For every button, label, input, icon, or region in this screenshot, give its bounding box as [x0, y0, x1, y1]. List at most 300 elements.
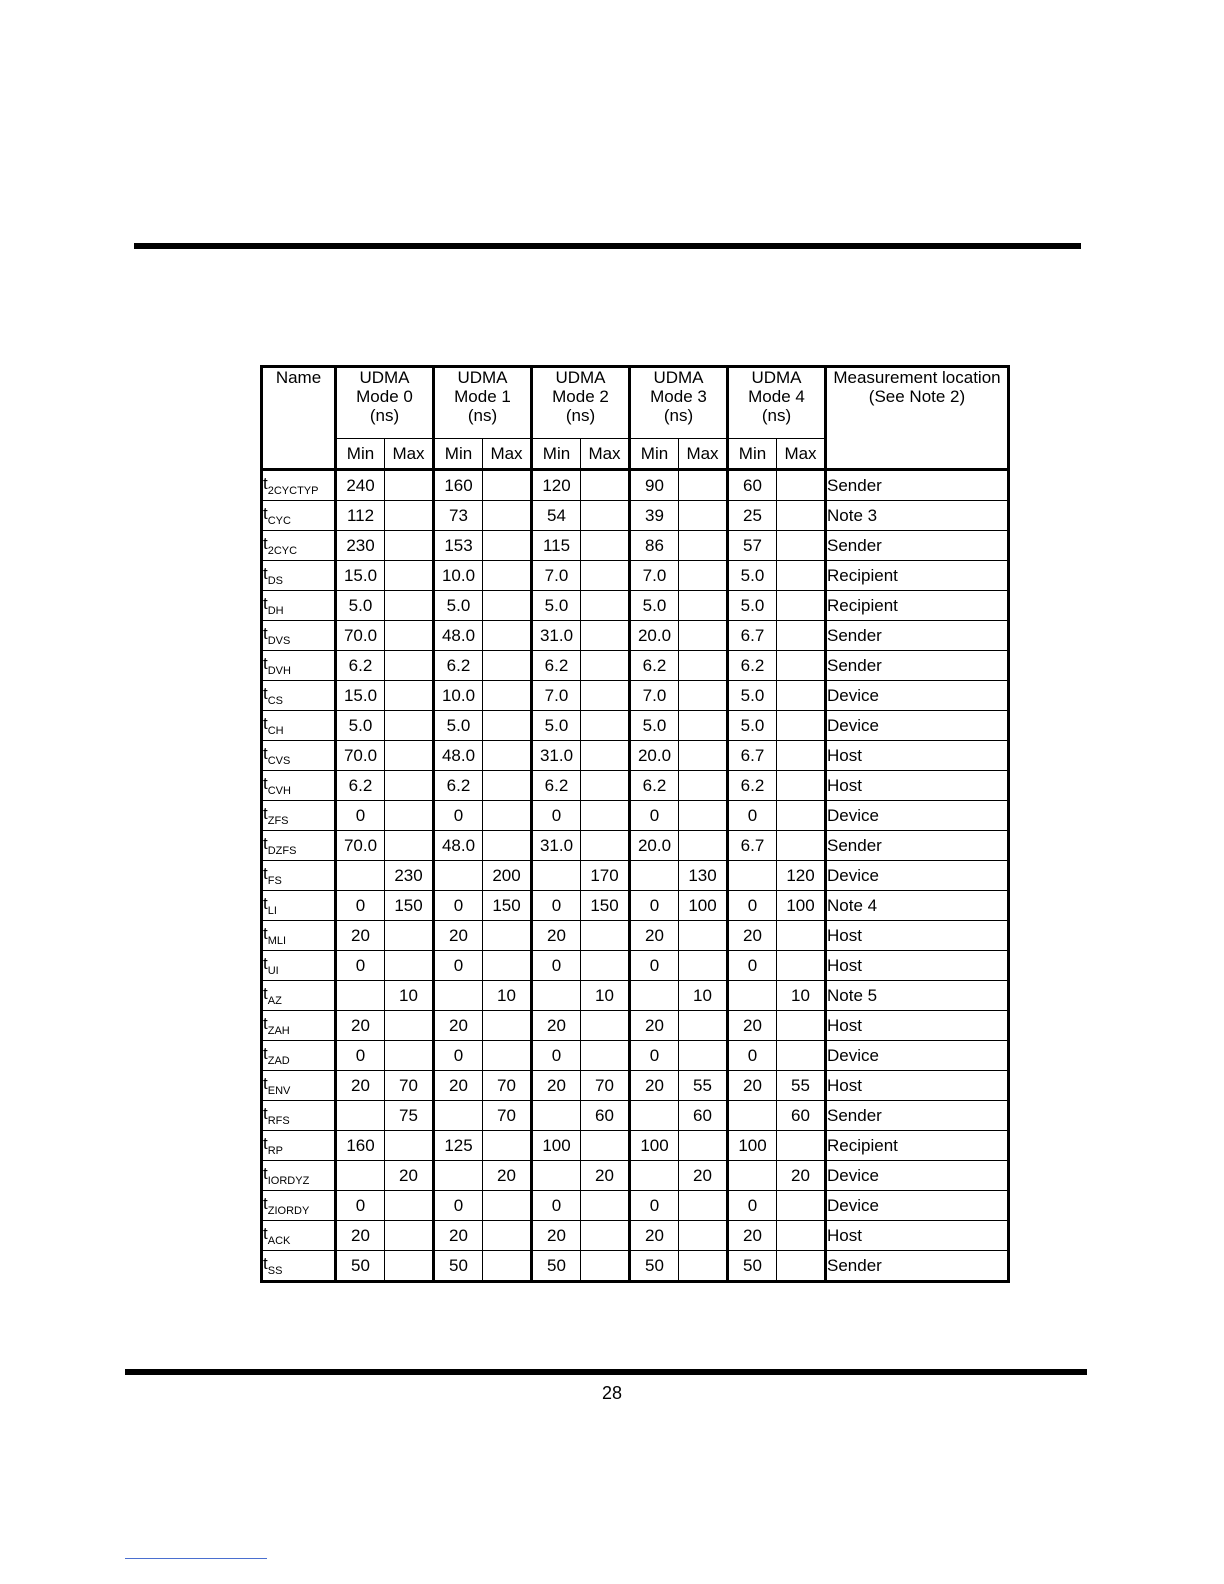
- max-value-mode-3: [679, 1131, 728, 1161]
- max-value-mode-1: [483, 1191, 532, 1221]
- max-value-mode-1: [483, 1251, 532, 1282]
- max-value-mode-2: [581, 621, 630, 651]
- max-value-mode-2: [581, 801, 630, 831]
- parameter-name: [262, 1101, 336, 1131]
- max-value-mode-1: [483, 711, 532, 741]
- max-value-mode-1: [483, 801, 532, 831]
- parameter-subscript: CVH: [267, 785, 291, 797]
- table-row: [262, 1131, 1009, 1161]
- parameter-symbol: t: [263, 474, 268, 493]
- max-value-mode-2: [581, 1131, 630, 1161]
- max-value-mode-2: [581, 1251, 630, 1282]
- parameter-subscript: ZIORDY: [267, 1205, 310, 1217]
- max-value-mode-2: 10: [581, 981, 630, 1011]
- min-value-mode-3: 20: [630, 921, 679, 951]
- measurement-location: Device: [826, 801, 1009, 831]
- parameter-symbol: t: [263, 1224, 268, 1243]
- mode-3-header: UDMA Mode 3 (ns): [630, 367, 728, 439]
- max-value-mode-0: [385, 501, 434, 531]
- min-value-mode-2: [532, 861, 581, 891]
- min-value-mode-4: 25: [728, 501, 777, 531]
- min-value-mode-1: 73: [434, 501, 483, 531]
- max-header: Max: [581, 439, 630, 470]
- min-value-mode-4: 6.2: [728, 771, 777, 801]
- max-value-mode-2: [581, 921, 630, 951]
- parameter-subscript: SS: [267, 1265, 283, 1277]
- max-value-mode-3: [679, 621, 728, 651]
- min-value-mode-0: [336, 861, 385, 891]
- min-value-mode-0: [336, 981, 385, 1011]
- min-value-mode-3: 100: [630, 1131, 679, 1161]
- measurement-location: Host: [826, 1071, 1009, 1101]
- parameter-name: [262, 1191, 336, 1221]
- max-value-mode-3: [679, 561, 728, 591]
- parameter-subscript: 2CYC: [267, 545, 298, 557]
- parameter-subscript: CYC: [267, 515, 291, 527]
- min-header: Min: [434, 439, 483, 470]
- max-value-mode-2: [581, 1011, 630, 1041]
- min-value-mode-4: [728, 1101, 777, 1131]
- min-value-mode-3: 6.2: [630, 651, 679, 681]
- measurement-location: Sender: [826, 531, 1009, 561]
- max-value-mode-0: [385, 711, 434, 741]
- parameter-symbol: t: [263, 1254, 268, 1273]
- min-value-mode-1: 0: [434, 891, 483, 921]
- min-value-mode-2: 0: [532, 951, 581, 981]
- min-value-mode-3: 5.0: [630, 591, 679, 621]
- measurement-location: Host: [826, 741, 1009, 771]
- max-value-mode-1: [483, 501, 532, 531]
- parameter-name: [262, 1041, 336, 1071]
- max-value-mode-4: [777, 1131, 826, 1161]
- max-value-mode-3: [679, 681, 728, 711]
- parameter-subscript: ENV: [267, 1085, 291, 1097]
- parameter-symbol: t: [263, 954, 268, 973]
- min-value-mode-4: 57: [728, 531, 777, 561]
- max-value-mode-2: [581, 951, 630, 981]
- max-value-mode-1: [483, 531, 532, 561]
- min-value-mode-1: 20: [434, 1011, 483, 1041]
- table-row: [262, 711, 1009, 741]
- parameter-subscript: RP: [267, 1145, 284, 1157]
- max-value-mode-4: [777, 651, 826, 681]
- min-value-mode-3: 7.0: [630, 681, 679, 711]
- max-value-mode-4: [777, 711, 826, 741]
- parameter-subscript: LI: [267, 905, 277, 917]
- min-value-mode-4: 20: [728, 1221, 777, 1251]
- max-value-mode-4: 120: [777, 861, 826, 891]
- min-value-mode-3: 86: [630, 531, 679, 561]
- min-value-mode-4: [728, 861, 777, 891]
- parameter-subscript: DVH: [267, 665, 291, 677]
- max-value-mode-3: [679, 921, 728, 951]
- max-value-mode-0: [385, 1011, 434, 1041]
- parameter-name: [262, 1071, 336, 1101]
- min-value-mode-1: 0: [434, 951, 483, 981]
- max-value-mode-3: [679, 1251, 728, 1282]
- max-value-mode-3: [679, 651, 728, 681]
- table-row: [262, 861, 1009, 891]
- measurement-location: Device: [826, 711, 1009, 741]
- max-value-mode-1: [483, 1011, 532, 1041]
- min-value-mode-3: 20.0: [630, 621, 679, 651]
- max-header: Max: [483, 439, 532, 470]
- min-value-mode-0: 0: [336, 1041, 385, 1071]
- max-value-mode-0: [385, 1191, 434, 1221]
- max-value-mode-4: [777, 1011, 826, 1041]
- max-value-mode-0: [385, 1221, 434, 1251]
- min-value-mode-0: 5.0: [336, 711, 385, 741]
- min-header: Min: [630, 439, 679, 470]
- min-value-mode-2: [532, 1101, 581, 1131]
- min-value-mode-2: 0: [532, 1191, 581, 1221]
- min-value-mode-1: 20: [434, 1221, 483, 1251]
- parameter-symbol: t: [263, 564, 268, 583]
- parameter-subscript: DVS: [267, 635, 291, 647]
- min-value-mode-4: 0: [728, 801, 777, 831]
- parameter-symbol: t: [263, 1014, 268, 1033]
- min-value-mode-0: 50: [336, 1251, 385, 1282]
- min-value-mode-3: 7.0: [630, 561, 679, 591]
- max-value-mode-0: [385, 951, 434, 981]
- parameter-symbol: t: [263, 1074, 268, 1093]
- max-value-mode-4: 55: [777, 1071, 826, 1101]
- measurement-location: Recipient: [826, 1131, 1009, 1161]
- max-value-mode-3: [679, 951, 728, 981]
- min-value-mode-1: 0: [434, 1041, 483, 1071]
- min-value-mode-0: 20: [336, 921, 385, 951]
- parameter-name: [262, 591, 336, 621]
- min-value-mode-4: 5.0: [728, 681, 777, 711]
- table-row: [262, 1161, 1009, 1191]
- parameter-symbol: t: [263, 684, 268, 703]
- table-row: [262, 501, 1009, 531]
- min-value-mode-4: 6.7: [728, 741, 777, 771]
- max-value-mode-3: [679, 711, 728, 741]
- max-value-mode-2: [581, 501, 630, 531]
- parameter-symbol: t: [263, 654, 268, 673]
- measurement-location: Device: [826, 1161, 1009, 1191]
- header-rule: [134, 243, 1081, 249]
- table-row: [262, 921, 1009, 951]
- max-value-mode-0: [385, 741, 434, 771]
- parameter-symbol: t: [263, 1104, 268, 1123]
- table-row: [262, 591, 1009, 621]
- max-value-mode-3: 55: [679, 1071, 728, 1101]
- max-value-mode-0: [385, 561, 434, 591]
- max-value-mode-0: 10: [385, 981, 434, 1011]
- max-value-mode-4: [777, 1191, 826, 1221]
- min-value-mode-4: 5.0: [728, 711, 777, 741]
- parameter-subscript: FS: [267, 875, 282, 887]
- parameter-subscript: ACK: [267, 1235, 291, 1247]
- max-value-mode-1: [483, 1221, 532, 1251]
- max-value-mode-3: 100: [679, 891, 728, 921]
- min-value-mode-0: 0: [336, 891, 385, 921]
- udma-timing-table: [260, 365, 1010, 1283]
- parameter-symbol: t: [263, 624, 268, 643]
- min-value-mode-4: 100: [728, 1131, 777, 1161]
- min-value-mode-2: 20: [532, 1011, 581, 1041]
- min-value-mode-4: 20: [728, 1011, 777, 1041]
- table-row: [262, 651, 1009, 681]
- parameter-name: [262, 831, 336, 861]
- measurement-location: Note 5: [826, 981, 1009, 1011]
- max-value-mode-4: [777, 771, 826, 801]
- max-value-mode-3: [679, 771, 728, 801]
- parameter-subscript: AZ: [267, 995, 282, 1007]
- min-value-mode-0: 0: [336, 801, 385, 831]
- min-header: Min: [728, 439, 777, 470]
- min-value-mode-4: 20: [728, 1071, 777, 1101]
- max-value-mode-3: 130: [679, 861, 728, 891]
- measurement-location: Device: [826, 1191, 1009, 1221]
- parameter-name: [262, 621, 336, 651]
- min-value-mode-0: 0: [336, 951, 385, 981]
- measurement-location: Sender: [826, 831, 1009, 861]
- parameter-name: [262, 501, 336, 531]
- min-value-mode-1: [434, 1161, 483, 1191]
- max-value-mode-2: [581, 1041, 630, 1071]
- parameter-symbol: t: [263, 1164, 268, 1183]
- parameter-subscript: CVS: [267, 755, 291, 767]
- min-value-mode-3: 20: [630, 1011, 679, 1041]
- footer-rule: [125, 1369, 1087, 1375]
- min-value-mode-2: 5.0: [532, 711, 581, 741]
- min-value-mode-2: 6.2: [532, 651, 581, 681]
- parameter-subscript: DZFS: [267, 845, 297, 857]
- min-value-mode-4: 5.0: [728, 591, 777, 621]
- parameter-symbol: t: [263, 894, 268, 913]
- min-value-mode-0: 15.0: [336, 681, 385, 711]
- parameter-symbol: t: [263, 1044, 268, 1063]
- measurement-location-header: Measurement location (See Note 2): [826, 367, 1009, 470]
- max-header: Max: [679, 439, 728, 470]
- max-value-mode-1: 10: [483, 981, 532, 1011]
- table-row: [262, 1101, 1009, 1131]
- min-value-mode-0: 0: [336, 1191, 385, 1221]
- min-value-mode-3: [630, 981, 679, 1011]
- table-row: [262, 561, 1009, 591]
- min-value-mode-0: 6.2: [336, 771, 385, 801]
- max-value-mode-3: [679, 1191, 728, 1221]
- max-value-mode-4: 60: [777, 1101, 826, 1131]
- min-value-mode-1: 160: [434, 470, 483, 501]
- min-value-mode-1: [434, 981, 483, 1011]
- parameter-symbol: t: [263, 864, 268, 883]
- max-value-mode-3: [679, 831, 728, 861]
- parameter-name: [262, 651, 336, 681]
- min-value-mode-1: [434, 861, 483, 891]
- parameter-name: [262, 891, 336, 921]
- min-value-mode-4: 6.7: [728, 621, 777, 651]
- max-value-mode-3: [679, 801, 728, 831]
- table-row: [262, 1071, 1009, 1101]
- max-value-mode-3: [679, 531, 728, 561]
- min-value-mode-2: 7.0: [532, 681, 581, 711]
- timing-table-body: [262, 470, 1009, 1282]
- min-value-mode-3: [630, 1161, 679, 1191]
- footnote-separator: [125, 1558, 267, 1559]
- max-header: Max: [385, 439, 434, 470]
- parameter-symbol: t: [263, 504, 268, 523]
- min-value-mode-0: 70.0: [336, 621, 385, 651]
- measurement-location: Recipient: [826, 561, 1009, 591]
- max-value-mode-0: [385, 831, 434, 861]
- table-row: [262, 1041, 1009, 1071]
- max-value-mode-3: [679, 1041, 728, 1071]
- max-value-mode-1: 70: [483, 1071, 532, 1101]
- max-value-mode-1: [483, 951, 532, 981]
- parameter-symbol: t: [263, 774, 268, 793]
- min-value-mode-3: 20.0: [630, 831, 679, 861]
- max-value-mode-3: 60: [679, 1101, 728, 1131]
- parameter-name: [262, 861, 336, 891]
- min-value-mode-1: 50: [434, 1251, 483, 1282]
- max-value-mode-4: 100: [777, 891, 826, 921]
- max-value-mode-1: [483, 591, 532, 621]
- min-value-mode-3: 6.2: [630, 771, 679, 801]
- parameter-name: [262, 771, 336, 801]
- max-value-mode-4: [777, 1251, 826, 1282]
- mode-4-header: UDMA Mode 4 (ns): [728, 367, 826, 439]
- min-value-mode-1: [434, 1101, 483, 1131]
- max-value-mode-1: [483, 651, 532, 681]
- parameter-symbol: t: [263, 714, 268, 733]
- max-value-mode-0: [385, 801, 434, 831]
- min-value-mode-0: 20: [336, 1221, 385, 1251]
- max-value-mode-2: [581, 531, 630, 561]
- max-value-mode-3: [679, 501, 728, 531]
- max-value-mode-0: [385, 1041, 434, 1071]
- max-value-mode-2: [581, 561, 630, 591]
- max-value-mode-2: [581, 591, 630, 621]
- table-row: [262, 531, 1009, 561]
- measurement-location: Host: [826, 1221, 1009, 1251]
- max-value-mode-1: 200: [483, 861, 532, 891]
- table-row: [262, 1191, 1009, 1221]
- max-value-mode-2: [581, 711, 630, 741]
- max-value-mode-0: [385, 531, 434, 561]
- max-value-mode-2: 150: [581, 891, 630, 921]
- parameter-symbol: t: [263, 924, 268, 943]
- min-value-mode-3: 39: [630, 501, 679, 531]
- min-value-mode-2: 120: [532, 470, 581, 501]
- parameter-subscript: DH: [267, 605, 284, 617]
- table-row: [262, 891, 1009, 921]
- min-value-mode-3: [630, 861, 679, 891]
- parameter-symbol: t: [263, 834, 268, 853]
- min-value-mode-3: 0: [630, 1191, 679, 1221]
- parameter-name: [262, 921, 336, 951]
- max-value-mode-4: [777, 561, 826, 591]
- measurement-location: Sender: [826, 470, 1009, 501]
- parameter-symbol: t: [263, 534, 268, 553]
- max-value-mode-0: 150: [385, 891, 434, 921]
- max-value-mode-0: [385, 621, 434, 651]
- name-column-header: Name: [262, 367, 336, 470]
- max-value-mode-0: 230: [385, 861, 434, 891]
- max-value-mode-2: [581, 741, 630, 771]
- min-value-mode-2: 31.0: [532, 831, 581, 861]
- max-value-mode-4: [777, 951, 826, 981]
- min-value-mode-4: [728, 981, 777, 1011]
- parameter-subscript: MLI: [267, 935, 287, 947]
- min-value-mode-4: [728, 1161, 777, 1191]
- min-value-mode-2: 100: [532, 1131, 581, 1161]
- min-value-mode-0: 112: [336, 501, 385, 531]
- table-row: [262, 1011, 1009, 1041]
- max-value-mode-4: [777, 1041, 826, 1071]
- min-value-mode-4: 20: [728, 921, 777, 951]
- max-value-mode-0: [385, 591, 434, 621]
- measurement-location: Sender: [826, 1101, 1009, 1131]
- parameter-symbol: t: [263, 804, 268, 823]
- parameter-subscript: UI: [267, 965, 279, 977]
- mode-2-header: UDMA Mode 2 (ns): [532, 367, 630, 439]
- min-value-mode-2: 20: [532, 921, 581, 951]
- max-value-mode-0: [385, 771, 434, 801]
- table-row: [262, 771, 1009, 801]
- mode-1-header: UDMA Mode 1 (ns): [434, 367, 532, 439]
- min-value-mode-1: 20: [434, 1071, 483, 1101]
- min-value-mode-1: 6.2: [434, 771, 483, 801]
- min-value-mode-1: 48.0: [434, 831, 483, 861]
- min-value-mode-1: 0: [434, 801, 483, 831]
- table-row: [262, 681, 1009, 711]
- parameter-name: [262, 681, 336, 711]
- max-value-mode-2: [581, 651, 630, 681]
- parameter-subscript: 2CYCTYP: [267, 485, 319, 497]
- parameter-name: [262, 1161, 336, 1191]
- min-value-mode-2: 6.2: [532, 771, 581, 801]
- table-row: [262, 1221, 1009, 1251]
- min-value-mode-2: 0: [532, 801, 581, 831]
- max-value-mode-4: [777, 831, 826, 861]
- min-value-mode-2: 50: [532, 1251, 581, 1282]
- mode-0-header: UDMA Mode 0 (ns): [336, 367, 434, 439]
- min-value-mode-4: 60: [728, 470, 777, 501]
- min-value-mode-1: 5.0: [434, 591, 483, 621]
- min-value-mode-4: 0: [728, 891, 777, 921]
- table-row: [262, 621, 1009, 651]
- min-value-mode-0: 240: [336, 470, 385, 501]
- measurement-location: Sender: [826, 1251, 1009, 1282]
- min-value-mode-2: 54: [532, 501, 581, 531]
- max-value-mode-1: [483, 1131, 532, 1161]
- min-value-mode-2: 5.0: [532, 591, 581, 621]
- table-row: [262, 981, 1009, 1011]
- min-value-mode-2: 31.0: [532, 621, 581, 651]
- parameter-subscript: RFS: [267, 1115, 290, 1127]
- max-value-mode-4: [777, 470, 826, 501]
- min-value-mode-4: 0: [728, 951, 777, 981]
- min-value-mode-4: 6.7: [728, 831, 777, 861]
- parameter-name: [262, 801, 336, 831]
- parameter-symbol: t: [263, 1134, 268, 1153]
- measurement-location: Note 4: [826, 891, 1009, 921]
- max-value-mode-1: 70: [483, 1101, 532, 1131]
- max-value-mode-4: 20: [777, 1161, 826, 1191]
- min-value-mode-4: 0: [728, 1191, 777, 1221]
- measurement-location: Device: [826, 861, 1009, 891]
- max-value-mode-3: 20: [679, 1161, 728, 1191]
- max-value-mode-1: 20: [483, 1161, 532, 1191]
- parameter-name: [262, 951, 336, 981]
- max-value-mode-0: 75: [385, 1101, 434, 1131]
- min-value-mode-1: 0: [434, 1191, 483, 1221]
- max-value-mode-4: [777, 621, 826, 651]
